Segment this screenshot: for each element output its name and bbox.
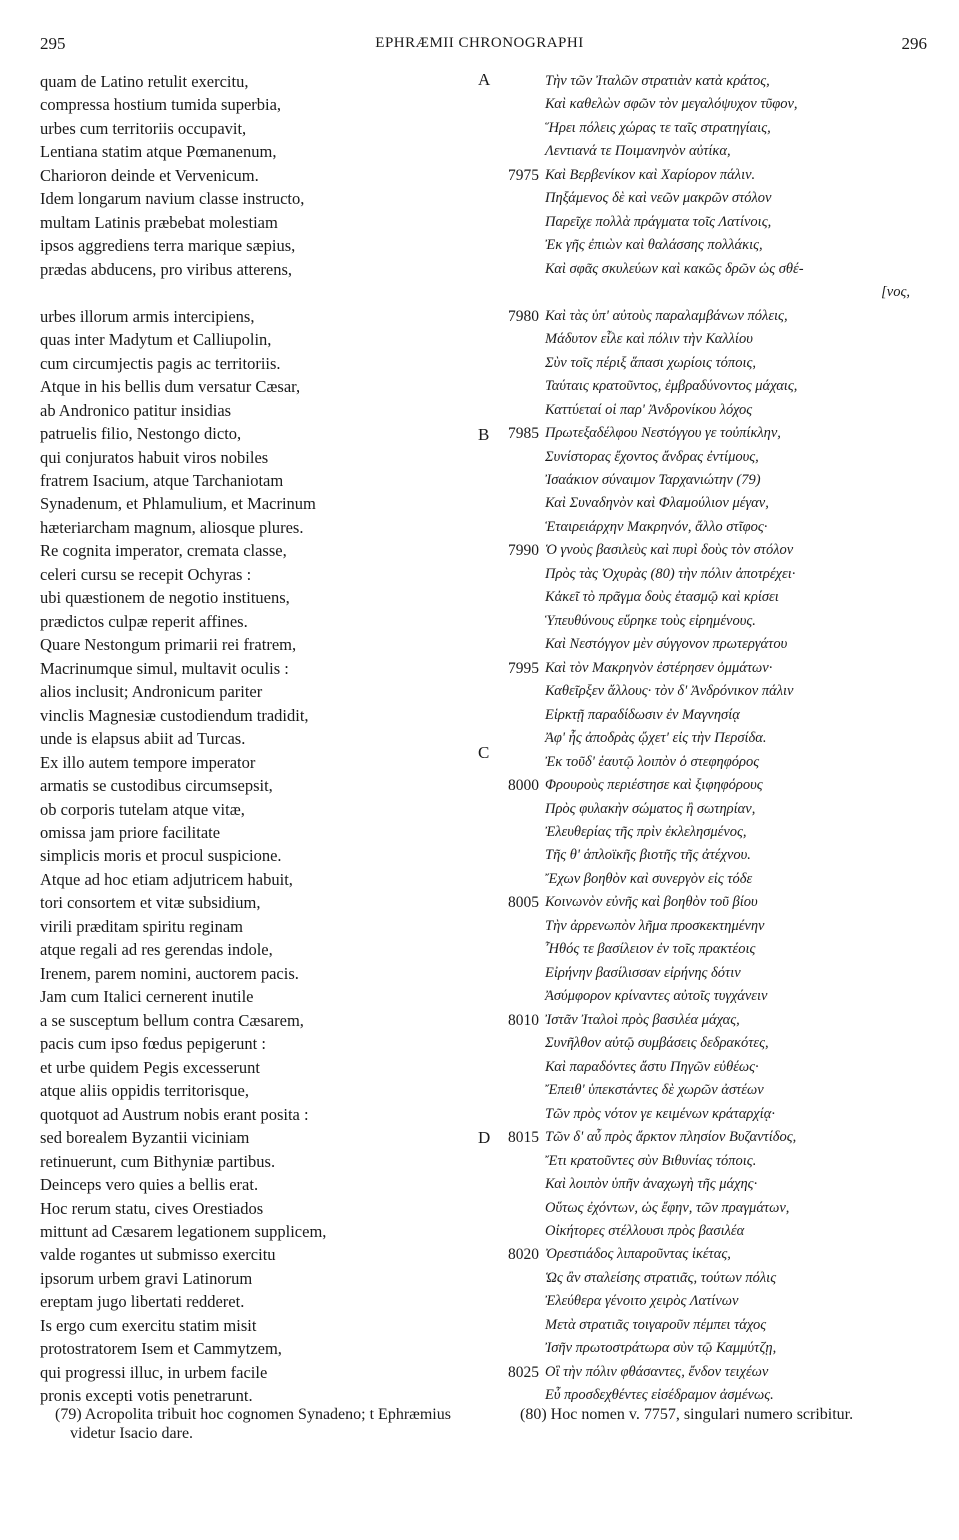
greek-line-text: Εἱρκτῇ παραδίδωσιν ἐν Μαγνησίᾳ <box>545 706 740 723</box>
greek-line <box>508 539 940 562</box>
verse-number: 7980 <box>508 307 539 325</box>
greek-line-text: Ἥρει πόλεις χώρας τε ταῖς στρατηγίαις, <box>545 119 771 136</box>
greek-line-text: Πρὸς φυλακὴν σώματος ἢ σωτηρίαν, <box>545 800 756 817</box>
greek-line <box>545 1103 940 1126</box>
greek-line <box>545 751 940 774</box>
greek-line <box>545 868 940 891</box>
latin-line: celeri cursu se recepit Ochyras : <box>40 564 252 584</box>
latin-line: atque regali ad res gerendas indole, <box>40 940 273 960</box>
latin-line: ipsos aggrediens terra marique sæpius, <box>40 236 296 256</box>
greek-line <box>508 891 940 914</box>
latin-line: Re cognita imperator, cremata classe, <box>40 541 287 561</box>
latin-line: pronis excepti votis penetrarunt. <box>40 1386 253 1406</box>
greek-line <box>545 492 940 515</box>
greek-line <box>508 1009 940 1032</box>
greek-line-text: [νος, <box>881 284 910 301</box>
greek-line <box>508 1243 940 1266</box>
greek-line <box>545 1079 940 1102</box>
greek-line-text: Συνῆλθον αὐτῷ συμβάσεις δεδρακότες, <box>545 1035 769 1052</box>
latin-line: Atque ad hoc etiam adjutricem habuit, <box>40 869 293 889</box>
latin-line: simplicis moris et procul suspicione. <box>40 846 282 866</box>
greek-line <box>545 563 940 586</box>
greek-line-text: Οἳ τὴν πόλιν φθάσαντες, ἔνδον τειχέων <box>545 1363 769 1380</box>
verse-number: 8005 <box>508 894 539 912</box>
greek-line <box>545 610 940 633</box>
greek-line-text: Ἰστᾶν Ἰταλοὶ πρὸς βασιλέα μάχας, <box>545 1011 740 1028</box>
greek-line-text: Ἐλευθερίας τῆς πρὶν ἐκλελησμένος, <box>545 824 747 840</box>
greek-line <box>508 422 940 445</box>
section-marker-c: C <box>478 743 490 762</box>
greek-line <box>545 1314 940 1337</box>
latin-line: cum circumjectis pagis ac territoriis. <box>40 353 281 373</box>
latin-line: hæteriarcham magnum, aliosque plures. <box>40 517 304 537</box>
section-marker-a: A <box>478 70 491 89</box>
latin-line: pacis cum ipso fœdus pepigerunt : <box>40 1034 266 1054</box>
greek-line <box>545 281 940 304</box>
latin-line: ipsorum urbem gravi Latinorum <box>40 1268 253 1288</box>
greek-line <box>545 938 940 961</box>
greek-line-text: Ἔτι κρατοῦντες σὺν Βιθυνίας τόποις. <box>545 1152 757 1169</box>
latin-line: Is ergo cum exercitu statim misit <box>40 1315 257 1335</box>
latin-line: prædictos culpæ reperit affines. <box>40 611 248 631</box>
greek-line-text: Ταύταις κρατοῦντος, ἐμβραδύνοντος μάχαις, <box>545 378 798 395</box>
greek-line-text: Οἰκήτορες στέλλουσι πρὸς βασιλέα <box>545 1222 745 1239</box>
greek-line-text: Καὶ Συναδηνὸν καὶ Φλαμούλιον μέγαν, <box>545 495 769 512</box>
greek-line <box>545 1220 940 1243</box>
greek-line <box>545 962 940 985</box>
greek-line <box>508 1126 940 1149</box>
latin-line: Irenem, parem nomini, auctorem pacis. <box>40 963 299 983</box>
latin-line: ob corporis tutelam atque vitæ, <box>40 799 245 819</box>
greek-line <box>545 1197 940 1220</box>
latin-line: armatis se custodibus circumsepsit, <box>40 776 273 796</box>
latin-line: urbes illorum armis intercipiens, <box>40 306 255 326</box>
verse-number: 7995 <box>508 659 539 677</box>
greek-line <box>508 657 940 680</box>
latin-line: patruelis filio, Nestongo dicto, <box>40 424 242 444</box>
greek-line-text: Καὶ τὸν Μακρηνὸν ἐστέρησεν ὀμμάτων· <box>545 659 773 676</box>
latin-line: Hoc rerum statu, cives Orestiados <box>40 1198 264 1218</box>
greek-line-text: Ἀφ' ἧς ἀποδρὰς ᾤχετ' εἰς τὴν Περσίδα. <box>545 730 767 747</box>
greek-line-text: Μάδυτον εἷλε καὶ πόλιν τὴν Καλλίου <box>545 331 753 348</box>
greek-line-text: Καὶ σφᾶς σκυλεύων καὶ κακῶς δρῶν ὡς σθέ- <box>545 260 804 277</box>
greek-line <box>545 258 940 281</box>
greek-line <box>545 352 940 375</box>
greek-line-text: Πηξάμενος δὲ καὶ νεῶν μακρῶν στόλον <box>545 190 772 207</box>
greek-line-text: Φρουροὺς περιέστησε καὶ ξιφηφόρους <box>545 777 763 794</box>
latin-line: Ex illo autem tempore imperator <box>40 752 256 772</box>
greek-line <box>545 211 940 234</box>
greek-line <box>545 140 940 163</box>
latin-line: prædas abducens, pro viribus atterens, <box>40 259 293 279</box>
greek-line <box>545 985 940 1008</box>
latin-line: Jam cum Italici cernerent inutile <box>40 987 254 1007</box>
latin-line: mittunt ad Cæsarem legationem supplicem, <box>40 1221 327 1241</box>
greek-line-text: Ἰσῆν πρωτοστράτωρα σὺν τῷ Καμμύτζῃ, <box>545 1340 777 1357</box>
greek-line <box>545 1337 940 1360</box>
greek-line-text: Ὀρεστιάδος λιπαροῦντας ἱκέτας, <box>545 1246 731 1263</box>
greek-line <box>508 774 940 797</box>
greek-line <box>545 187 940 210</box>
greek-line <box>545 727 940 750</box>
latin-line: Macrinumque simul, multavit oculis : <box>40 658 289 678</box>
greek-line <box>545 117 940 140</box>
greek-line <box>545 1056 940 1079</box>
verse-number: 8000 <box>508 777 539 795</box>
greek-line-text: Καὶ καθελὼν σφῶν τὸν μεγαλόψυχον τῦφον, <box>545 96 798 113</box>
page-number-left: 295 <box>40 34 66 53</box>
latin-line: Synadenum, et Phlamulium, et Macrinum <box>40 494 316 514</box>
greek-line <box>545 1032 940 1055</box>
greek-line-text: Κοινωνὸν εὐνῆς καὶ βοηθὸν τοῦ βίου <box>545 894 758 911</box>
greek-line <box>545 1150 940 1173</box>
latin-line: omissa jam priore facilitate <box>40 823 221 842</box>
greek-line-text: Ἔχων βοηθὸν καὶ συνεργὸν εἰς τόδε <box>545 870 753 887</box>
section-marker-b: B <box>478 425 490 444</box>
greek-line <box>545 821 940 844</box>
verse-number: 8020 <box>508 1246 539 1264</box>
latin-line: a se susceptum bellum contra Cæsarem, <box>40 1010 304 1030</box>
latin-line: retinuerunt, cum Bithyniæ partibus. <box>40 1151 276 1171</box>
greek-text-column <box>508 70 940 1408</box>
footnote-80: (80) Hoc nomen v. 7757, singulari numero scribitur. <box>520 1406 854 1423</box>
greek-line <box>545 633 940 656</box>
latin-line: Deinceps vero quies a bellis erat. <box>40 1175 259 1195</box>
latin-line: ubi quæstionem de negotio instituens, <box>40 588 290 608</box>
greek-line <box>545 680 940 703</box>
greek-line-text: Εἰρήνην βασίλισσαν εἰρήνης δότιν <box>545 964 741 981</box>
latin-line: quotquot ad Austrum nobis erant posita : <box>40 1104 309 1124</box>
greek-line-text: Τῶν πρὸς νότον γε κειμένων κράταρχίᾳ· <box>545 1105 775 1122</box>
greek-line-text: Σὺν τοῖς πέριξ ἅπασι χωρίοις τόποις, <box>545 354 756 371</box>
verse-number: 7990 <box>508 542 539 560</box>
latin-line: fratrem Isacium, atque Tarchaniotam <box>40 470 284 490</box>
latin-line: compressa hostium tumida superbia, <box>40 95 282 115</box>
greek-line-text: Καθεῖρξεν ἄλλους· τὸν δ' Ἀνδρόνικον πάλιν <box>545 683 794 700</box>
greek-line <box>545 1290 940 1313</box>
latin-line: Lentiana statim atque Pœmanenum, <box>40 142 277 162</box>
greek-line-text: Ὑπευθύνους εὕρηκε τοὺς εἰρημένους. <box>545 612 756 629</box>
greek-line <box>508 1361 940 1384</box>
latin-line: Quare Nestongum primarii rei fratrem, <box>40 635 297 655</box>
greek-line-text: Οὕτως ἐχόντων, ὡς ἔφην, τῶν πραγμάτων, <box>545 1199 790 1216</box>
greek-line-text: Συνίστορας ἔχοντος ἄνδρας ἐντίμους, <box>545 448 759 465</box>
greek-line-text: Ἔπειθ' ὑπεκστάντες δὲ χωρῶν ἀστέων <box>545 1082 764 1099</box>
latin-line: ereptam jugo libertati redderet. <box>40 1292 245 1312</box>
latin-line: ab Andronico patitur insidias <box>40 400 232 420</box>
greek-line-text: Ἑταιρειάρχην Μακρηνόν, ἄλλο στῖφος· <box>545 518 768 535</box>
greek-line-text: Μετὰ στρατιᾶς τοιγαροῦν πέμπει τάχος <box>545 1316 767 1333</box>
greek-line-text: Πρωτεξαδέλφου Νεστόγγου γε τοὐπίκλην, <box>545 425 781 442</box>
latin-line: atque aliis oppidis territorisque, <box>40 1081 249 1101</box>
greek-line-text: Καὶ Βερβενίκον καὶ Χαρίορον πάλιν. <box>545 166 756 183</box>
latin-line: urbes cum territoriis occupavit, <box>40 118 247 138</box>
running-title: EPHRÆMII CHRONOGRAPHI <box>375 35 584 51</box>
latin-line: et urbe quidem Pegis excesserunt <box>40 1057 260 1077</box>
greek-line-text: Ἐλεύθερα γένοιτο χειρὸς Λατίνων <box>545 1293 739 1310</box>
latin-line: tori consortem et vitæ subsidium, <box>40 893 261 913</box>
greek-line <box>545 798 940 821</box>
greek-line-text: Λεντιανά τε Ποιμανηνὸν αὐτίκα, <box>545 143 731 160</box>
greek-line <box>545 516 940 539</box>
latin-text-column <box>40 70 470 1408</box>
latin-line: qui conjuratos habuit viros nobiles <box>40 447 269 467</box>
greek-line <box>545 234 940 257</box>
latin-line: Atque in his bellis dum versatur Cæsar, <box>40 377 301 397</box>
greek-line <box>545 1173 940 1196</box>
greek-line-text: Ἰσαάκιον σύναιμον Ταρχανιώτην (79) <box>545 471 761 488</box>
verse-number: 7975 <box>508 166 539 184</box>
greek-line <box>545 446 940 469</box>
latin-line: multam Latinis præbebat molestiam <box>40 212 278 232</box>
greek-line <box>545 399 940 422</box>
greek-line <box>545 375 940 398</box>
verse-number: 8015 <box>508 1129 539 1147</box>
latin-line: virili præditam spiritu reginam <box>40 916 244 936</box>
greek-line-text: Εὖ προσδεχθέντες εἰσέδραμον ἀσμένως. <box>545 1387 774 1404</box>
greek-line-text: Τῆς θ' ἁπλοϊκῆς βιοτῆς τῆς ἀτέχνου. <box>545 847 751 864</box>
verse-number: 7985 <box>508 425 539 443</box>
running-header <box>0 34 959 58</box>
greek-line-text: Τὴν ἀρρενωπὸν λῆμα προσκεκτημένην <box>545 917 765 934</box>
greek-line-text: Καὶ παραδόντες ἄστυ Πηγῶν εὐθέως· <box>545 1058 759 1075</box>
page-number-right: 296 <box>901 34 927 53</box>
latin-line: qui progressi illuc, in urbem facile <box>40 1362 268 1382</box>
latin-line: sed borealem Byzantii viciniam <box>40 1128 250 1148</box>
section-marker-d: D <box>478 1128 491 1147</box>
greek-line-text: Ἀσύμφορον κρίναντες αὐτοῖς τυγχάνειν <box>545 988 768 1005</box>
greek-line-text: Τῶν δ' αὖ πρὸς ἄρκτον πλησίον Βυζαντίδος, <box>545 1129 797 1146</box>
latin-line: vinclis Magnesiæ custodiendum tradidit, <box>40 705 309 725</box>
greek-line-text: Παρεῖχε πολλὰ πράγματα τοῖς Λατίνοις, <box>545 213 772 230</box>
footnote-79: (79) Acropolita tribuit hoc cognomen Synadeno; t Ephræmius videtur Isacio dare. <box>55 1406 451 1442</box>
verse-number: 8010 <box>508 1011 539 1029</box>
greek-line <box>545 704 940 727</box>
greek-line <box>508 164 940 187</box>
greek-line-text: Ἦθός τε βασίλειον ἐν τοῖς πρακτέοις <box>545 941 756 958</box>
greek-line <box>545 93 940 116</box>
greek-line-text: Πρὸς τὰς Ὀχυρὰς (80) τὴν πόλιν ἀποτρέχει· <box>545 565 796 582</box>
greek-line-text: Ἐκ τοῦδ' ἑαυτῷ λοιπὸν ὁ στεφηφόρος <box>545 753 760 770</box>
greek-line <box>545 586 940 609</box>
greek-line-text: Ἐκ γῆς ἐπιὼν καὶ θαλάσσης πολλάκις, <box>545 237 763 254</box>
greek-line <box>545 328 940 351</box>
latin-line: quas inter Madytum et Calliupolin, <box>40 330 272 350</box>
latin-line: Idem longarum navium classe instructo, <box>40 189 305 209</box>
greek-line <box>545 70 940 93</box>
latin-line <box>40 281 470 304</box>
greek-line-text: Ὁ γνοὺς βασιλεὺς καὶ πυρὶ δοὺς τὸν στόλον <box>545 542 794 559</box>
latin-line: alios inclusit; Andronicum pariter <box>40 682 263 702</box>
greek-line-text: Καὶ Νεστόγγον μὲν σύγγονον πρωτεργάτου <box>545 636 788 653</box>
greek-line-text: Τὴν τῶν Ἰταλῶν στρατιὰν κατὰ κράτος, <box>545 73 770 89</box>
greek-line-text: Καττύεταί οἱ παρ' Ἀνδρονίκου λόχος <box>545 401 753 418</box>
verse-number: 8025 <box>508 1363 539 1381</box>
greek-line <box>545 469 940 492</box>
greek-line <box>545 1267 940 1290</box>
greek-line-text: Κἀκεῖ τὸ πρᾶγμα δοὺς ἐτασμῷ καὶ κρίσει <box>545 589 779 606</box>
greek-line <box>545 844 940 867</box>
latin-line: protostratorem Isem et Cammytzem, <box>40 1339 282 1359</box>
greek-line-text: Καὶ λοιπὸν ὑπῆν ἀναχωγὴ τῆς μάχης· <box>545 1176 758 1193</box>
latin-line: Charioron deinde et Vervenicum. <box>40 165 259 185</box>
latin-line: valde rogantes ut submisso exercitu <box>40 1245 276 1265</box>
greek-line-text: Ὡς ἂν σταλείσης στρατιᾶς, τούτων πόλις <box>545 1269 777 1286</box>
latin-line: unde is elapsus abiit ad Turcas. <box>40 729 246 749</box>
greek-line-text: Καὶ τὰς ὑπ' αὐτοὺς παραλαμβάνων πόλεις, <box>545 307 788 324</box>
greek-line <box>508 305 940 328</box>
greek-line <box>545 915 940 938</box>
latin-line: quam de Latino retulit exercitu, <box>40 72 249 91</box>
